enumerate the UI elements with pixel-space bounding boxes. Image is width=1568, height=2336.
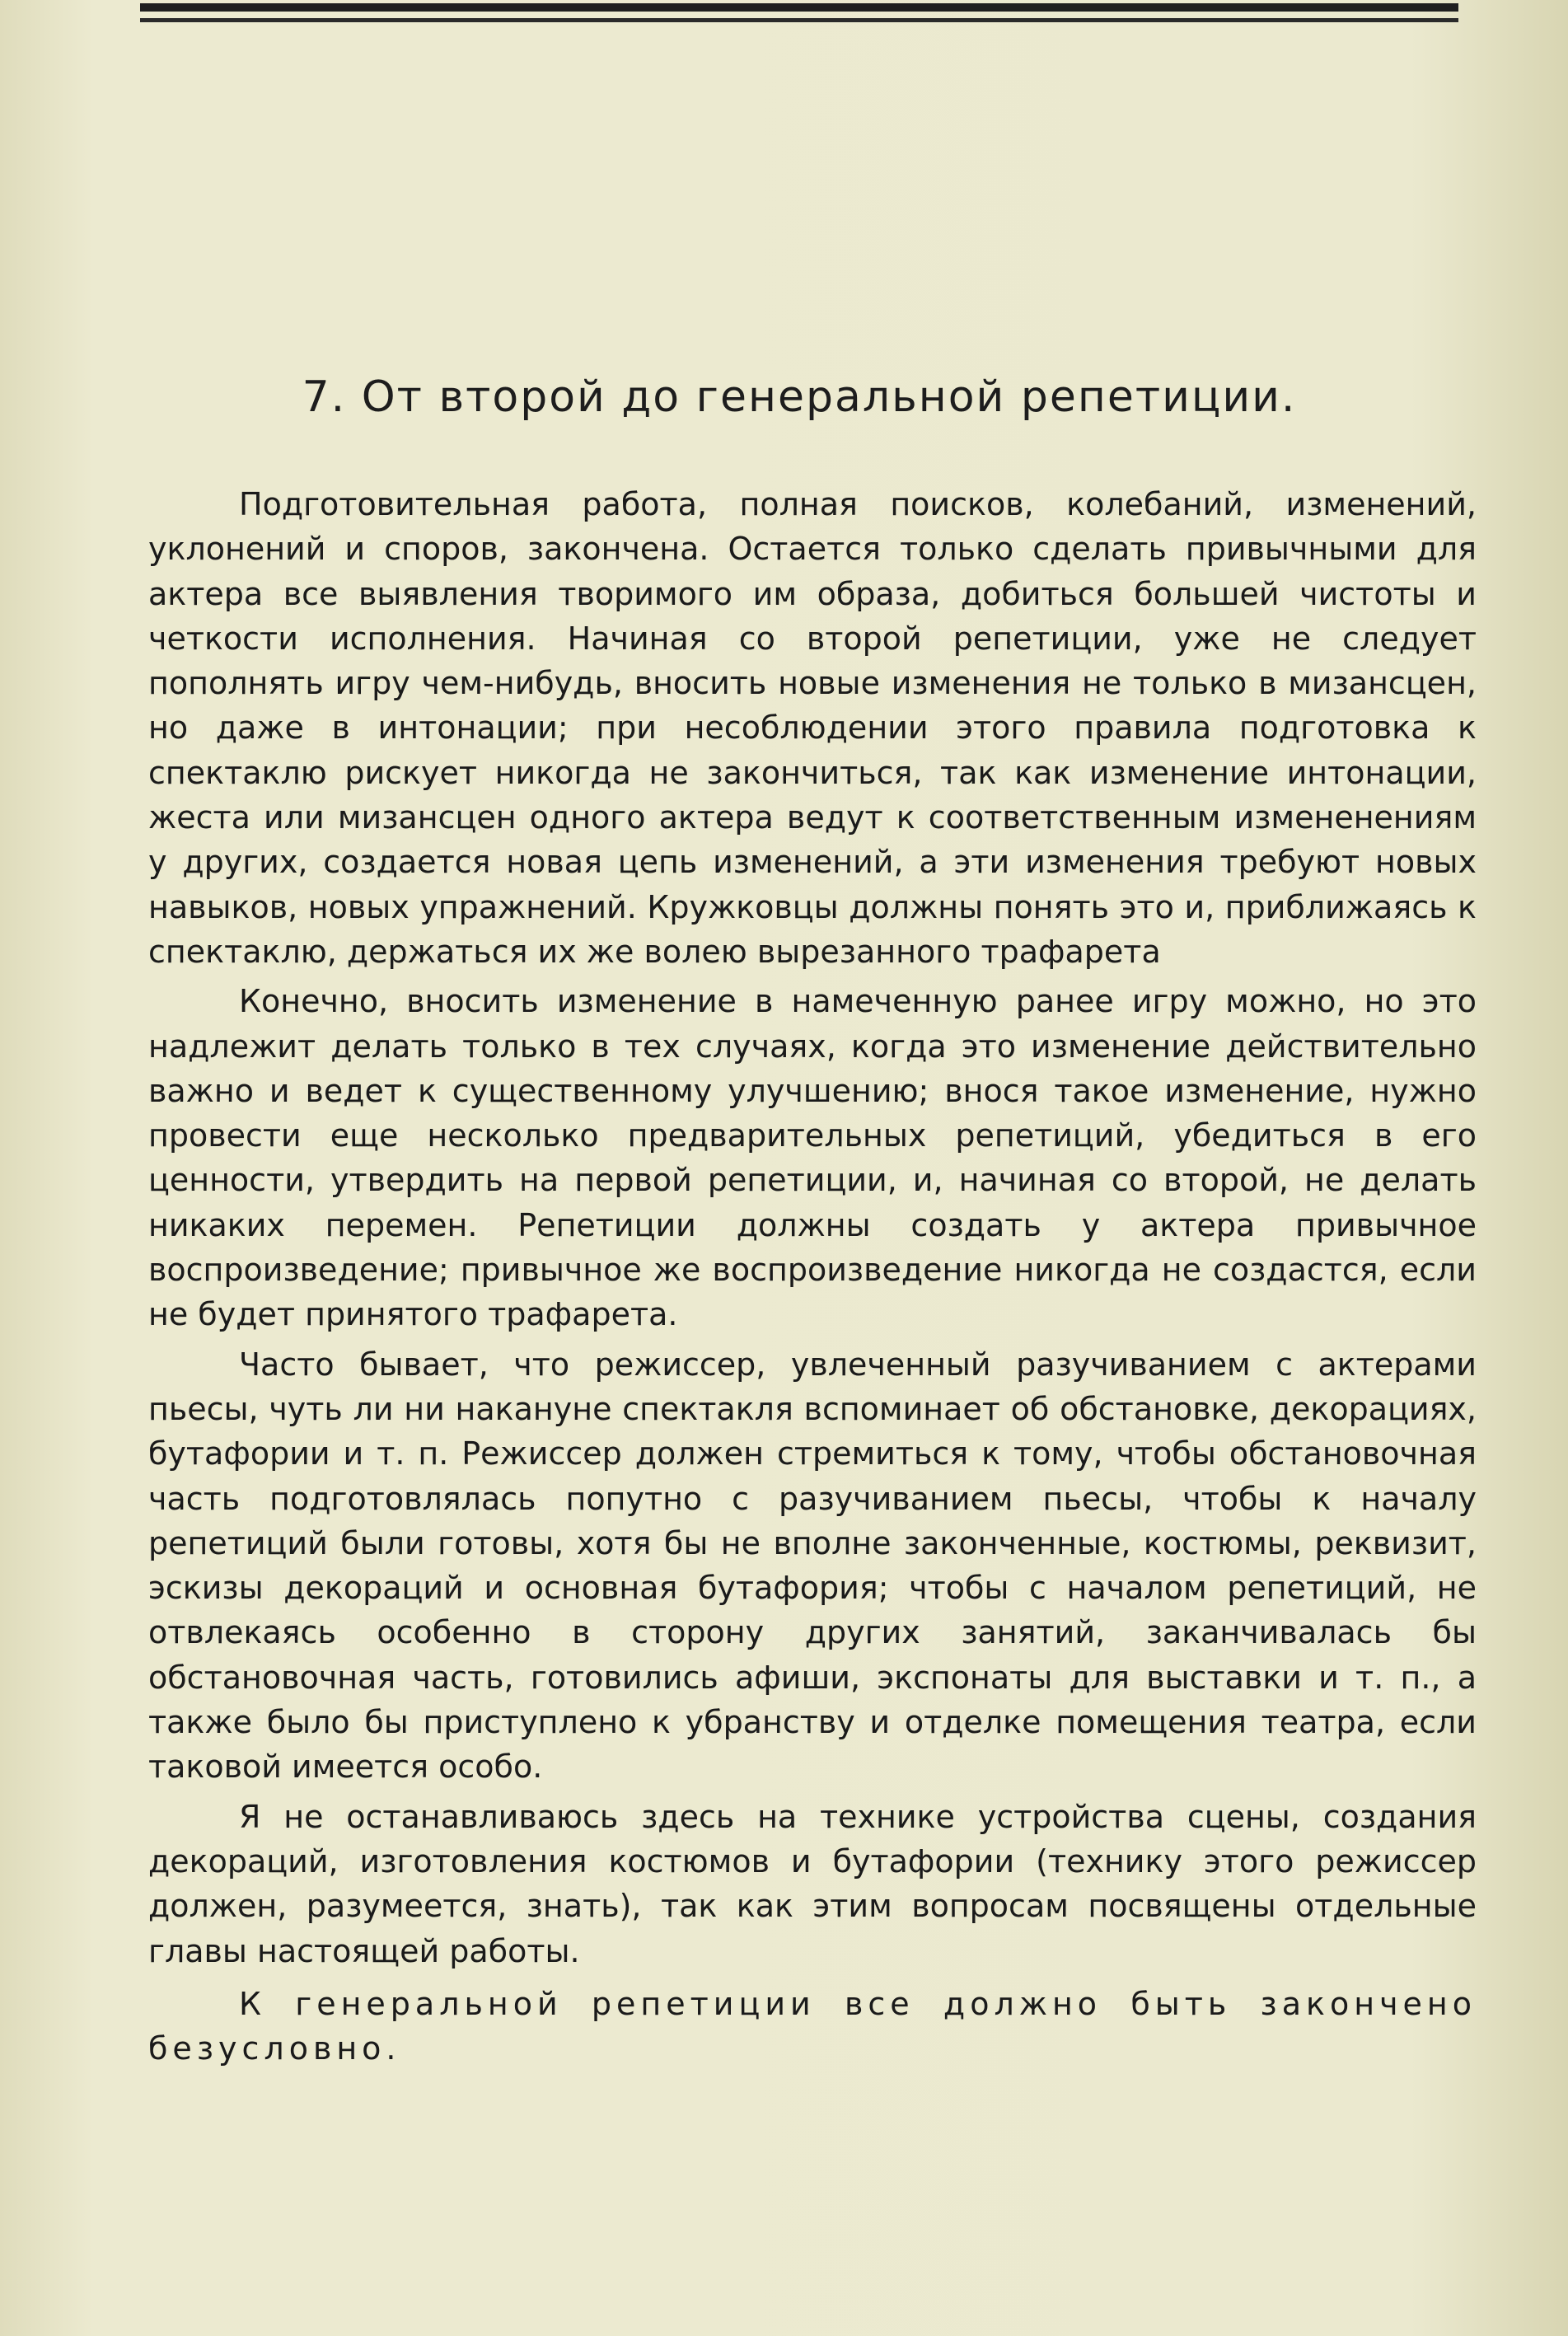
chapter-heading: 7. От второй до генеральной репетиции. [302,372,1297,422]
paragraph-5-spaced: К генеральной репетиции все должно быть закончено безусловно. [148,1985,1477,2067]
paragraph-2: Конечно, вносить изменение в намеченную ранее игру можно, но это надлежит делать только в тех случаях, когда это изменение действительно важно и ведет к существенному улучшению; внося такое изменение, нужно провести еще несколько предварительных репетиций, убедиться в его ценности, утвердить на первой репетиции, и, начиная со второй, не делать никаких перемен. Репетиции должны создать у актера привычное воспроизведение; привычное же воспроизведение никогда не создастся, если не будет принятого трафарета. [148,983,1477,1333]
chapter-body [148,482,1477,2071]
paragraph-3: Часто бывает, что режиссер, увлеченный разучиванием с актерами пьесы, чуть ли ни накануне спектакля вспоминает об обстановке, декорациях, бутафории и т. п. Режиссер должен стремиться к тому, чтобы обстановочная часть подготовлялась попутно с разучиванием пьесы, чтобы к началу репетиций были готовы, хотя бы не вполне законченные, костюмы, реквизит, эскизы декораций и основная бутафория; чтобы с началом репетиций, не отвлекаясь особенно в сторону других занятий, заканчивалась бы обстановочная часть, готовились афиши, экспонаты для выставки и т. п., а также было бы приступлено к убранству и отделке помещения театра, если таковой имеется особо. [148,1346,1477,1786]
paragraph-4: Я не останавливаюсь здесь на технике устройства сцены, создания декораций, изготовления костюмов и бутафории (технику этого режиссер должен, разумеется, знать), так как этим вопросам посвящены отдельные главы настоящей работы. [148,1798,1477,1969]
paragraph-1: Подготовительная работа, полная поисков, колебаний, изменений, уклонений и споров, закончена. Остается только сделать привычными для актера все выявления творимого им образа, добиться большей чистоты и четкости исполнения. Начиная со второй репетиции, уже не следует пополнять игру чем-нибудь, вносить новые изменения не только в мизансцен, но даже в интонации; при несоблюдении этого правила подготовка к спектаклю рискует никогда не закончиться, так как изменение интонации, жеста или мизансцен одного актера ведут к соответственным измененениям у других, создается новая цепь изменений, а эти изменения требуют новых навыков, новых упражнений. Кружковцы должны понять это и, приближаясь к спектаклю, держаться их же волею вырезанного трафарета [148,486,1477,970]
top-rule-thick [140,3,1458,12]
top-rule-thin [140,18,1458,22]
